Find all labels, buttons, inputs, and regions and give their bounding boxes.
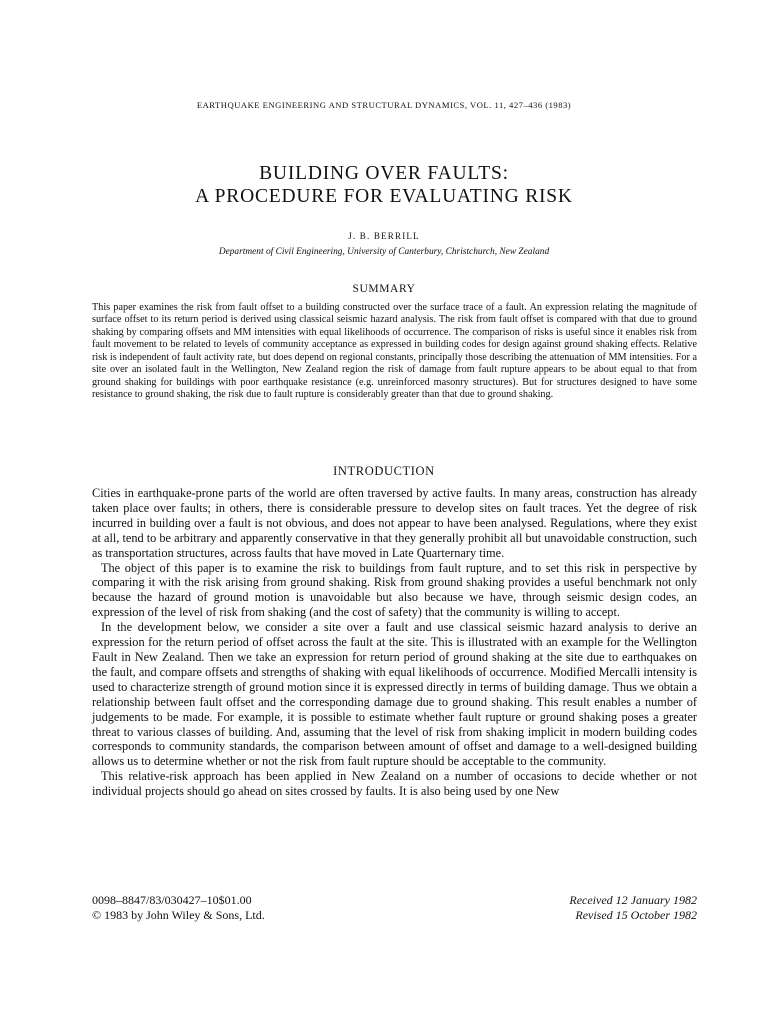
summary-text: This paper examines the risk from fault offset to a building constructed over the surface trace of a fault. An expression relating the magnitude of surface offset to its return period is derived using classical seismic hazard analysis. The risk from fault offset is compared with that due to ground shaking by comparing offsets and MM intensities with equal likelihoods of occurrence. The comparison of risks is useful since it enables risk from fault movement to be related to levels of community acceptance as expressed in building codes for design against ground shaking effects. Relative risk is independent of fault activity rate, but does depend on regional constants, principally those describing the attenuation of MM intensities. For a site over an isolated fault in the Wellington, New Zealand region the risk of damage from fault rupture appears to be about equal to that from ground shaking for buildings with poor earthquake resistance (e.g. unreinforced masonry structures). But for structures designed to have some resistance to ground shaking, the risk due to fault rupture is considerably greater than that due to ground shaking. <box>92 302 697 401</box>
copyright-notice: © 1983 by John Wiley & Sons, Ltd. <box>92 908 265 922</box>
intro-paragraph-4: This relative-risk approach has been applied in New Zealand on a number of occasions to decide whether or not individual projects should go ahead on sites crossed by faults. It is also being used by one New <box>92 769 697 799</box>
intro-paragraph-1: Cities in earthquake-prone parts of the world are often traversed by active faults. In many areas, construction has already taken place over faults; in others, there is considerable pressure to develop sites on fault traces. Yet the degree of risk incurred in building over a fault is not obvious, and does not appear to have been analysed. Regulations, where they exist at all, tend to be arbitrary and apparently conservative in that they generally prohibit all but unavoidable construction, such as transportation structures, across faults that have moved in Late Quarternary time. <box>92 486 697 560</box>
introduction-heading: INTRODUCTION <box>333 464 435 478</box>
publication-info <box>92 893 392 923</box>
running-head: EARTHQUAKE ENGINEERING AND STRUCTURAL DYNAMICS, VOL. 11, 427–436 (1983) <box>196 100 572 110</box>
introduction-body <box>92 486 697 799</box>
intro-paragraph-2: The object of this paper is to examine the risk to buildings from fault rupture, and to set this risk in perspective by comparing it with the risk arising from ground shaking. Risk from ground shaking provides a useful benchmark not only because the hazard of ground motion is unavoidable but also because we have, through seismic design codes, an expression of the level of risk from shaking (and the cost of safety) that the community is willing to accept. <box>92 560 697 620</box>
article-code: 0098–8847/83/030427–10$01.00 <box>92 893 252 907</box>
received-date: Received 12 January 1982 <box>569 893 697 907</box>
intro-paragraph-3: In the development below, we consider a site over a fault and use classical seismic hazard analysis to derive an expression for the return period of offset across the fault at the site. This is illustrated with an example for the Wellington Fault in New Zealand. Then we take an expression for return period of ground shaking at the site due to earthquakes on the fault, and compare offsets and strengths of shaking with equal likelihoods of occurrence. Modified Mercalli intensity is used to characterize strength of ground motion since it is expressed directly in terms of building damage. Thus we obtain a relationship between fault offset and the corresponding damage due to ground shaking. This result enables a number of judgements to be made. For example, it is possible to estimate whether fault rupture or ground shaking poses a greater threat to various classes of building. And, assuming that the level of risk from shaking implicit in modern building codes corresponds to community standards, the comparison between amount of offset and damage to a well-designed building allows us to determine whether or not the risk from fault rupture should be acceptable to the community. <box>92 620 697 769</box>
author-name: J. B. BERRILL <box>348 231 420 241</box>
revised-date: Revised 15 October 1982 <box>575 908 697 922</box>
manuscript-dates <box>437 893 697 923</box>
summary-heading: SUMMARY <box>352 283 416 295</box>
author-affiliation: Department of Civil Engineering, University of Canterbury, Christchurch, New Zealand <box>218 247 550 257</box>
title-line-2: A PROCEDURE FOR EVALUATING RISK <box>195 186 573 207</box>
title-line-1: BUILDING OVER FAULTS: <box>259 163 509 184</box>
paper-title <box>0 162 768 208</box>
